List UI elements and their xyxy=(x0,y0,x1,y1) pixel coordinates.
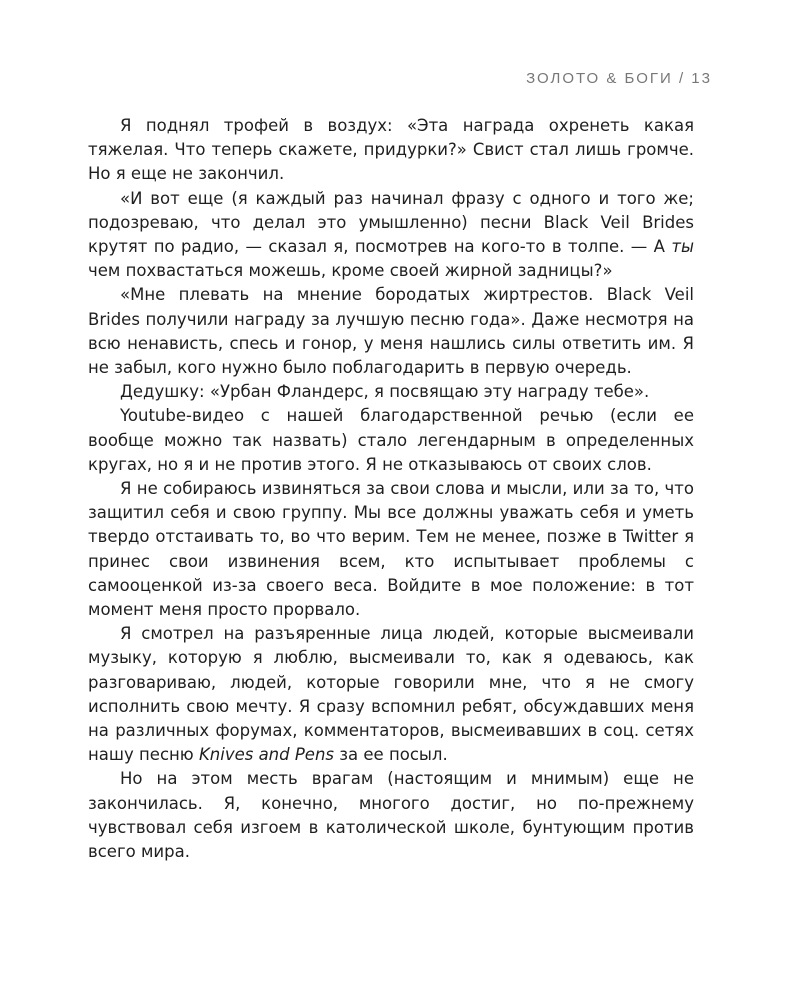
paragraph-2 xyxy=(88,187,694,284)
paragraph-7-part-2: за ее посыл. xyxy=(334,745,448,765)
paragraph-5: Youtube-видео с нашей благодарственной речью (если ее вообще можно так назвать) стало легендарным в определенных кругах, но я и не против этого. Я не отказываюсь от своих слов. xyxy=(88,406,694,474)
paragraph-2-part-2: чем похвастаться можешь, кроме своей жирной задницы?» xyxy=(88,261,613,281)
paragraph-7 xyxy=(88,622,694,767)
body-text xyxy=(88,114,694,864)
paragraph-7-part-1: Я смотрел на разъяренные лица людей, которые высмеивали музыку, которую я люблю, высмеивали то, как я одеваюсь, как разговариваю, людей, которые говорили мне, что я не смогу исполнить свою мечту. Я сразу вспомнил ребят, обсуждавших меня на различных форумах, комментаторов, высмеивавших в соц. сетях нашу песню xyxy=(88,624,694,765)
paragraph-4: Дедушку: «Урбан Фландерс, я посвящаю эту награду тебе». xyxy=(120,382,650,402)
paragraph-2-part-1: «И вот еще (я каждый раз начинал фразу с одного и того же; подозреваю, что делал это умышленно) песни Black Veil Brides крутят по радио, — сказал я, посмотрев на кого-то в толпе. — А xyxy=(88,188,694,257)
paragraph-6: Я не собираюсь извиняться за свои слова и мысли, или за то, что защитил себя и свою группу. Мы все должны уважать себя и уметь твердо отстаивать то, во что верим. Тем не менее, позже в Twitter я принес свои извинения всем, кто испытывает проблемы с самооценкой из-за своего веса. Войдите в мое положение: в тот момент меня просто прорвало. xyxy=(88,479,694,620)
paragraph-1: Я поднял трофей в воздух: «Эта награда охренеть какая тяжелая. Что теперь скажете, придурки?» Свист стал лишь громче. Но я еще не закончил. xyxy=(88,116,694,184)
paragraph-3: «Мне плевать на мнение бородатых жиртрестов. Black Veil Brides получили награду за лучшую песню года». Даже несмотря на всю ненависть, спесь и гонор, у меня нашлись силы ответить им. Я не забыл, кого нужно было поблагодарить в первую очередь. xyxy=(88,285,694,378)
paragraph-2-italic: ты xyxy=(671,237,694,257)
paragraph-7-italic: Knives and Pens xyxy=(198,745,335,765)
running-head: ЗОЛОТО & БОГИ / 13 xyxy=(526,70,712,87)
paragraph-8: Но на этом месть врагам (настоящим и мнимым) еще не закончилась. Я, конечно, многого достиг, но по-прежнему чувствовал себя изгоем в католической школе, бунтующим против всего мира. xyxy=(88,769,694,862)
